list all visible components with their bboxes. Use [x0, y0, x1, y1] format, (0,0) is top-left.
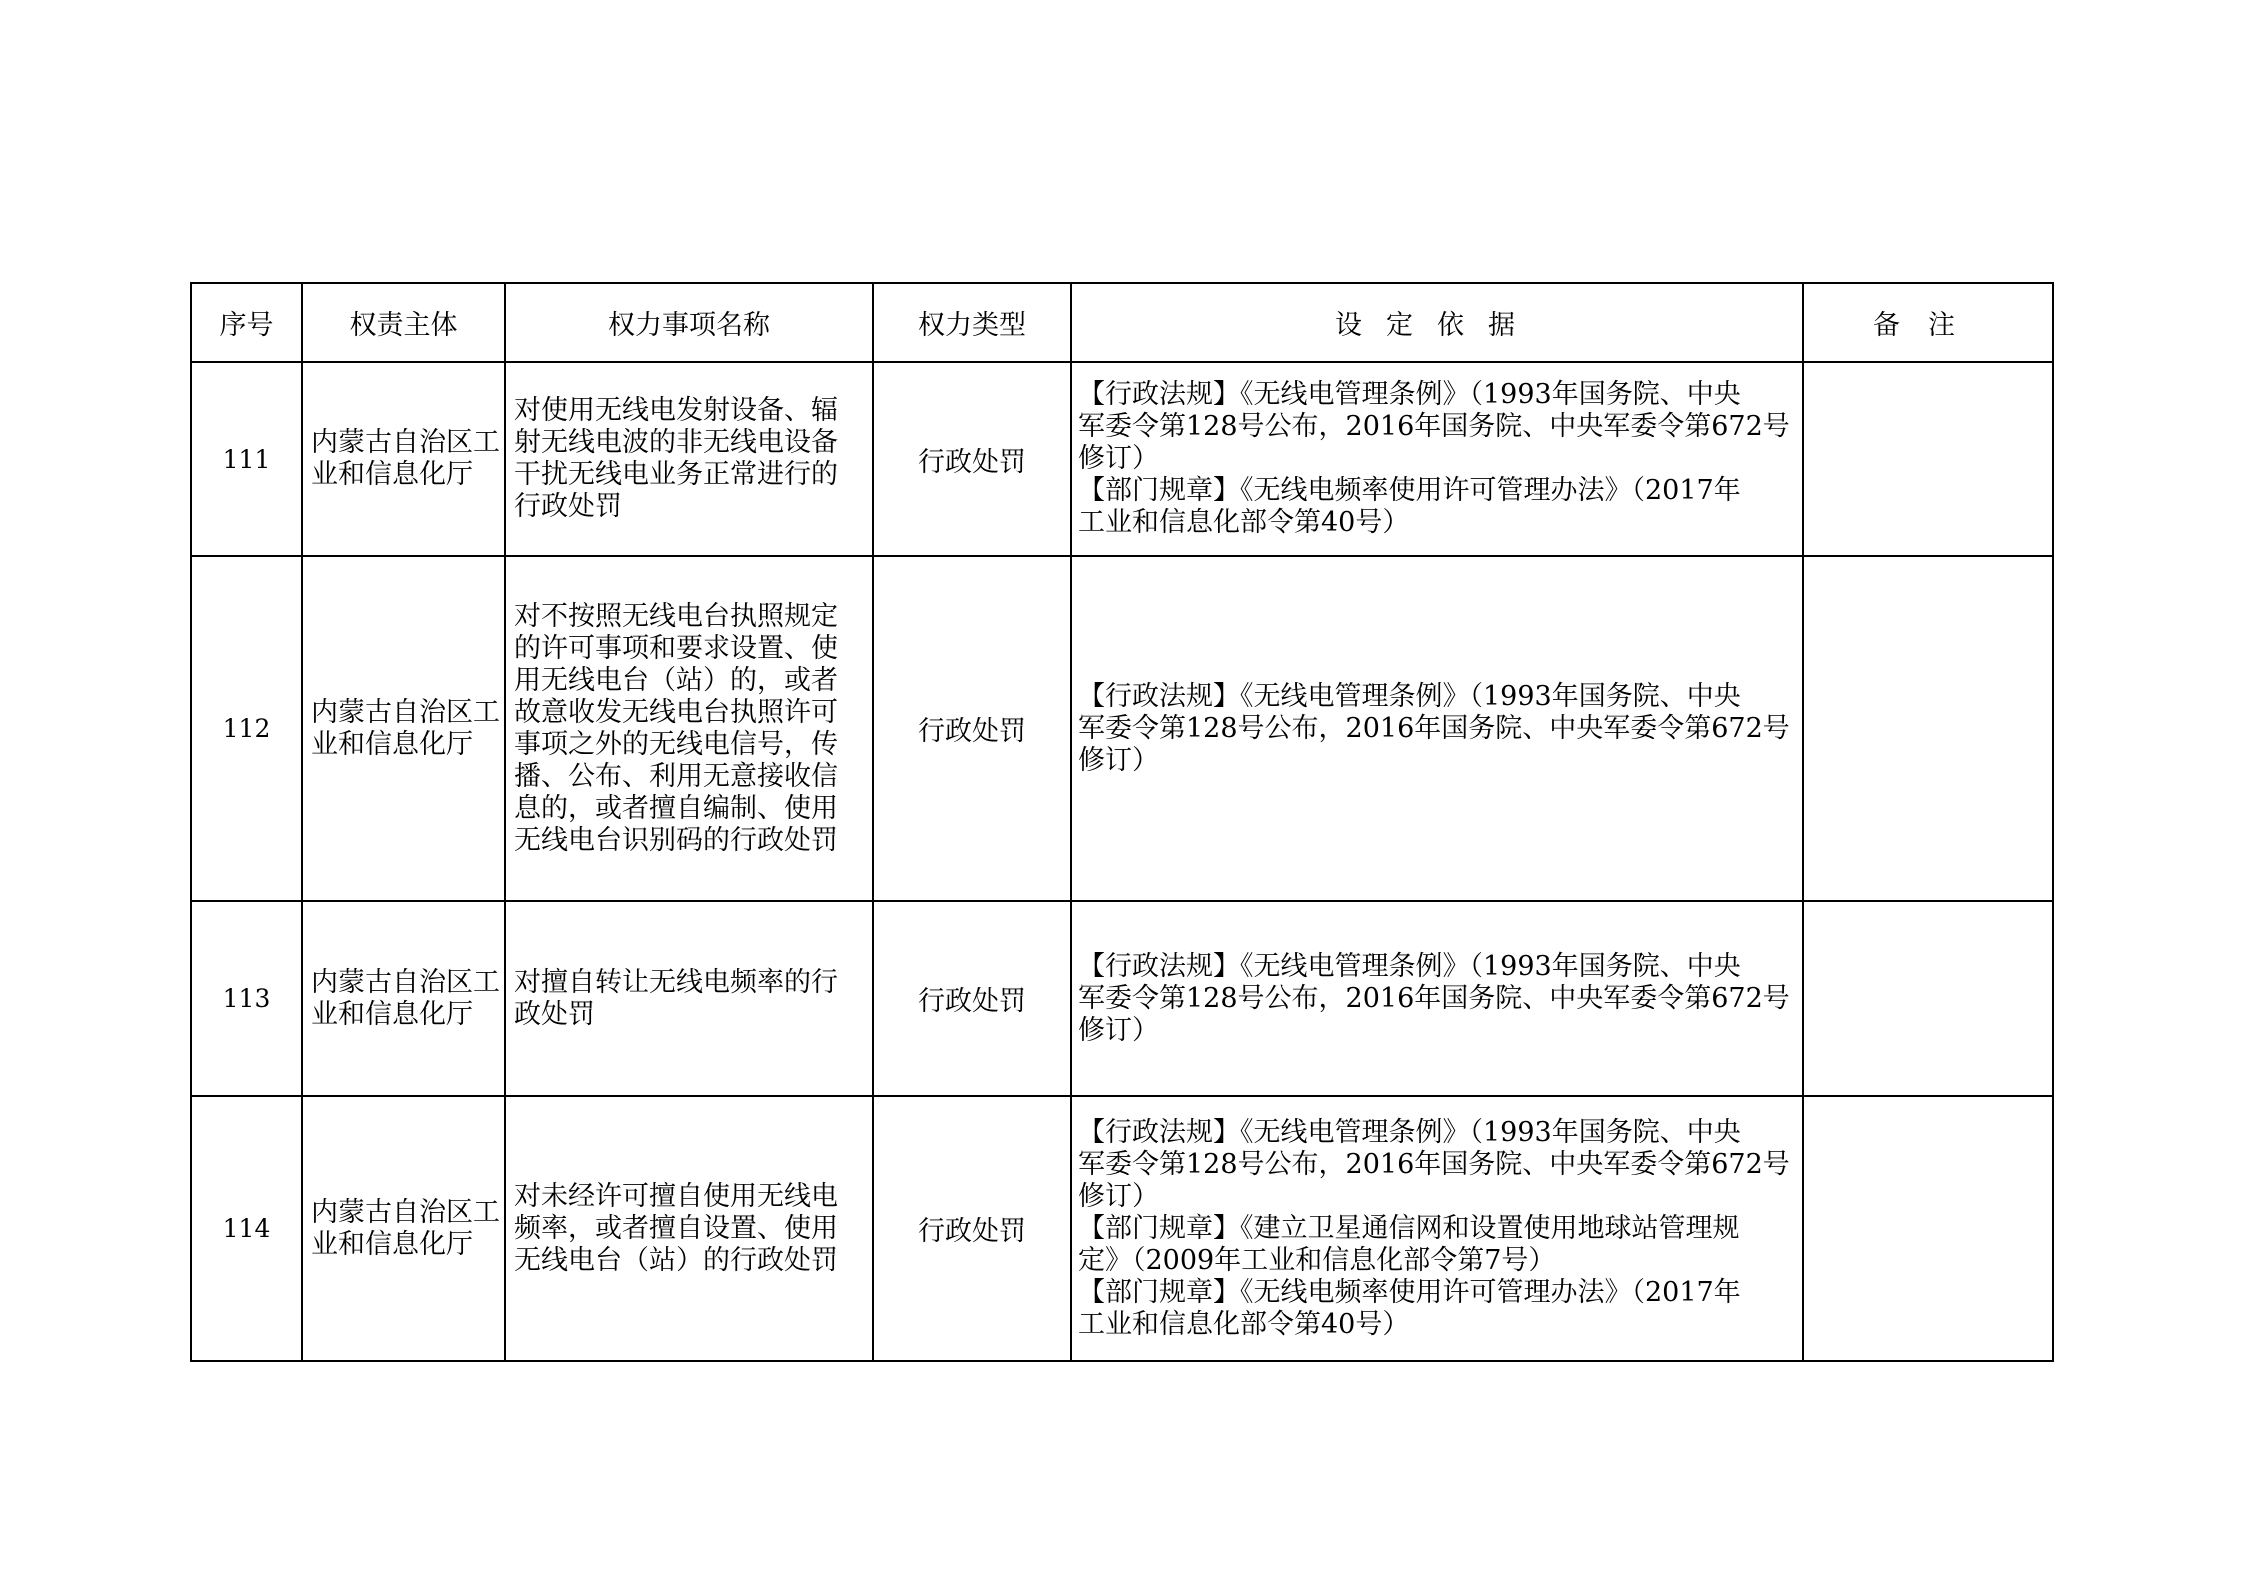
basis-line: 【行政法规】《无线电管理条例》（1993年国务院、中央 [1078, 950, 1741, 982]
header-row [191, 283, 2053, 362]
item-name-line: 事项之外的无线电信号，传 [514, 728, 838, 760]
item-name-line: 对不按照无线电台执照规定 [514, 600, 838, 632]
row-power-type: 行政处罚 [873, 362, 1071, 556]
row-subject [302, 1096, 505, 1361]
subject-line: 内蒙古自治区工 [311, 966, 500, 998]
row-power-type: 行政处罚 [873, 901, 1071, 1096]
item-name-line: 对使用无线电发射设备、辐 [514, 395, 838, 426]
item-name-line: 无线电台（站）的行政处罚 [514, 1244, 838, 1276]
row-item-name [505, 362, 873, 556]
row-power-type: 行政处罚 [873, 556, 1071, 901]
row-seq: 114 [191, 1096, 302, 1361]
header-seq: 序号 [191, 283, 302, 362]
row-seq: 113 [191, 901, 302, 1096]
row-note [1803, 901, 2053, 1096]
item-name-line: 干扰无线电业务正常进行的 [514, 459, 838, 490]
item-name-line: 政处罚 [514, 998, 595, 1030]
subject-line: 内蒙古自治区工 [311, 1196, 500, 1228]
row-item-name [505, 901, 873, 1096]
item-name-line: 故意收发无线电台执照许可 [514, 696, 838, 728]
subject-line: 业和信息化厅 [311, 998, 473, 1030]
basis-line: 【行政法规】《无线电管理条例》（1993年国务院、中央 [1078, 379, 1741, 410]
item-name-line: 息的，或者擅自编制、使用 [514, 792, 838, 824]
item-name-line: 用无线电台（站）的，或者 [514, 664, 838, 696]
row-basis [1071, 1096, 1803, 1361]
basis-line: 军委令第128号公布，2016年国务院、中央军委令第672号 [1078, 411, 1790, 442]
header-subject: 权责主体 [302, 283, 505, 362]
table-body [191, 362, 2053, 1361]
row-note [1803, 556, 2053, 901]
row-power-type: 行政处罚 [873, 1096, 1071, 1361]
item-name-line: 射无线电波的非无线电设备 [514, 427, 838, 458]
item-name-line: 对擅自转让无线电频率的行 [514, 966, 838, 998]
basis-line: 军委令第128号公布，2016年国务院、中央军委令第672号 [1078, 1148, 1790, 1180]
item-name-line: 对未经许可擅自使用无线电 [514, 1180, 838, 1212]
row-subject [302, 556, 505, 901]
header-item-name: 权力事项名称 [505, 283, 873, 362]
subject-line: 业和信息化厅 [311, 459, 473, 490]
table-row [191, 556, 2053, 901]
row-item-name [505, 556, 873, 901]
row-note [1803, 1096, 2053, 1361]
row-seq: 112 [191, 556, 302, 901]
row-note [1803, 362, 2053, 556]
item-name-line: 无线电台识别码的行政处罚 [514, 824, 838, 856]
table-row [191, 1096, 2053, 1361]
basis-line: 【部门规章】《无线电频率使用许可管理办法》（2017年 [1078, 1276, 1741, 1308]
basis-line: 【部门规章】《无线电频率使用许可管理办法》（2017年 [1078, 475, 1741, 506]
item-name-line: 的许可事项和要求设置、使 [514, 632, 838, 664]
subject-line: 业和信息化厅 [311, 1228, 473, 1260]
basis-line: 修订） [1078, 744, 1159, 776]
table-header [191, 283, 2053, 362]
header-power-type: 权力类型 [873, 283, 1071, 362]
basis-line: 【行政法规】《无线电管理条例》（1993年国务院、中央 [1078, 680, 1741, 712]
row-subject [302, 901, 505, 1096]
table-row [191, 362, 2053, 556]
row-item-name [505, 1096, 873, 1361]
item-name-line: 频率，或者擅自设置、使用 [514, 1212, 838, 1244]
item-name-line: 行政处罚 [514, 491, 622, 522]
basis-line: 定》（2009年工业和信息化部令第7号） [1078, 1244, 1556, 1276]
basis-line: 修订） [1078, 1014, 1159, 1046]
basis-line: 工业和信息化部令第40号） [1078, 1308, 1410, 1340]
header-note: 备注 [1803, 283, 2053, 362]
power-list-table [190, 282, 2054, 1362]
subject-line: 业和信息化厅 [311, 728, 473, 760]
subject-line: 内蒙古自治区工 [311, 427, 500, 458]
basis-line: 工业和信息化部令第40号） [1078, 507, 1410, 538]
basis-line: 修订） [1078, 443, 1159, 474]
row-basis [1071, 362, 1803, 556]
table-row [191, 901, 2053, 1096]
header-basis: 设定依据 [1071, 283, 1803, 362]
row-subject [302, 362, 505, 556]
item-name-line: 播、公布、利用无意接收信 [514, 760, 838, 792]
basis-line: 军委令第128号公布，2016年国务院、中央军委令第672号 [1078, 712, 1790, 744]
basis-line: 军委令第128号公布，2016年国务院、中央军委令第672号 [1078, 982, 1790, 1014]
row-basis [1071, 556, 1803, 901]
subject-line: 内蒙古自治区工 [311, 696, 500, 728]
basis-line: 【行政法规】《无线电管理条例》（1993年国务院、中央 [1078, 1116, 1741, 1148]
row-seq: 111 [191, 362, 302, 556]
basis-line: 【部门规章】《建立卫星通信网和设置使用地球站管理规 [1078, 1212, 1740, 1244]
row-basis [1071, 901, 1803, 1096]
basis-line: 修订） [1078, 1180, 1159, 1212]
